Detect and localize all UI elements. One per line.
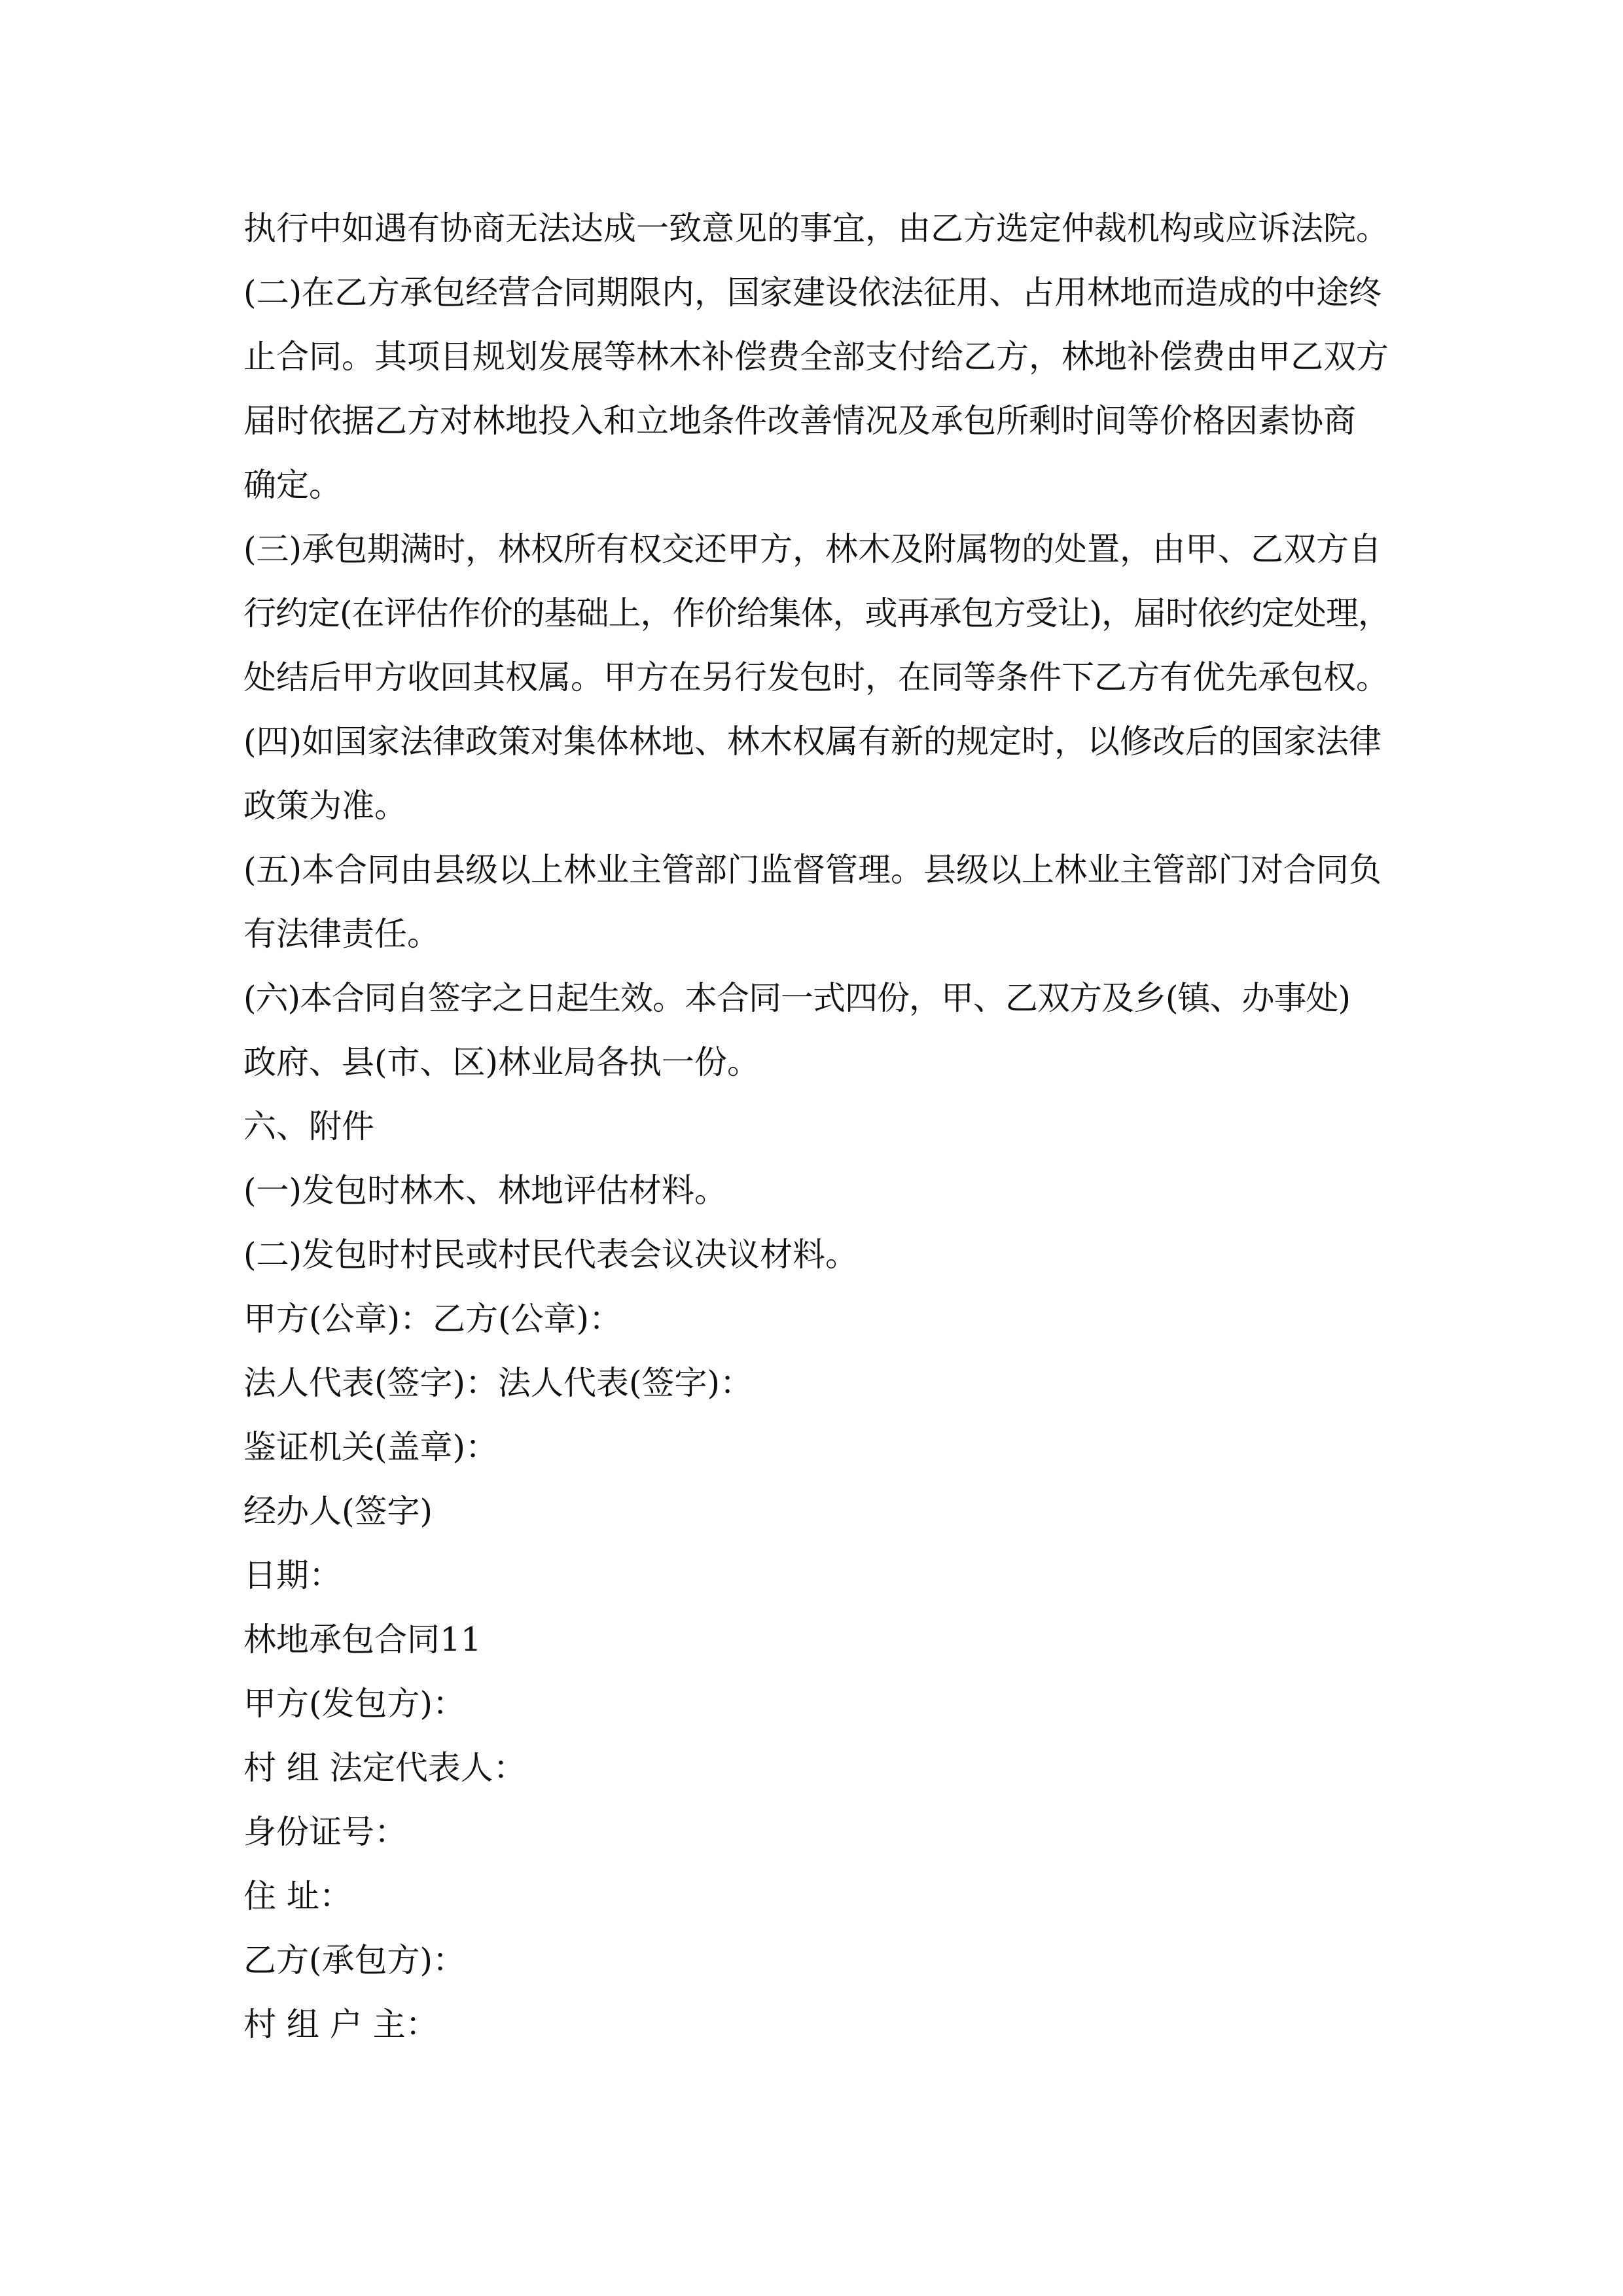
attachment-1: (一)发包时林木、林地评估材料。 <box>243 1172 728 1210</box>
clause-3-line-2: 行约定(在评估作价的基础上，作价给集体，或再承包方受让)，届时依约定处理， <box>243 594 1391 632</box>
party-b-householder: 村 组 户 主： <box>243 2005 438 2043</box>
clause-5-line-1: (五)本合同由县级以上林业主管部门监督管理。县级以上林业主管部门对合同负 <box>243 851 1382 889</box>
clause-2-line-2: 止合同。其项目规划发展等林木补偿费全部支付给乙方，林地补偿费由甲乙双方 <box>243 338 1389 376</box>
signature-verifier-line: 鉴证机关(盖章)： <box>243 1428 499 1466</box>
clause-2-line-3: 届时依据乙方对林地投入和立地条件改善情况及承包所剩时间等价格因素协商 <box>243 402 1356 440</box>
address-line: 住 址： <box>243 1877 352 1915</box>
clause-4-line-2: 政策为准。 <box>243 787 407 825</box>
contract-text <box>243 196 1408 2056</box>
party-a-representative: 村 组 法定代表人： <box>243 1749 526 1787</box>
signature-seal-line: 甲方(公章)：乙方(公章)： <box>243 1300 622 1338</box>
clause-3-line-3: 处结后甲方收回其权属。甲方在另行发包时，在同等条件下乙方有优先承包权。 <box>243 658 1389 696</box>
clause-2-line-1: (二)在乙方承包经营合同期限内，国家建设依法征用、占用林地而造成的中途终 <box>243 274 1382 312</box>
clause-5-line-2: 有法律责任。 <box>243 915 440 953</box>
contract-title: 林地承包合同11 <box>243 1621 482 1659</box>
signature-handler-line: 经办人(签字) <box>243 1492 433 1530</box>
attachment-2: (二)发包时村民或村民代表会议决议材料。 <box>243 1236 859 1274</box>
section-heading-attachments: 六、附件 <box>243 1107 374 1145</box>
id-number-line: 身份证号： <box>243 1813 407 1851</box>
clause-6-line-2: 政府、县(市、区)林业局各执一份。 <box>243 1043 760 1081</box>
clause-3-line-1: (三)承包期满时，林权所有权交还甲方，林木及附属物的处置，由甲、乙双方自 <box>243 530 1382 568</box>
clause-6-line-1: (六)本合同自签字之日起生效。本合同一式四份，甲、乙双方及乡(镇、办事处) <box>243 979 1351 1017</box>
signature-legal-rep-line: 法人代表(签字)：法人代表(签字)： <box>243 1364 753 1402</box>
text-line: 执行中如遇有协商无法达成一致意见的事宜，由乙方选定仲裁机构或应诉法院。 <box>243 209 1389 247</box>
clause-2-line-4: 确定。 <box>243 466 342 504</box>
party-b-label: 乙方(承包方)： <box>243 1941 466 1979</box>
clause-4-line-1: (四)如国家法律政策对集体林地、林木权属有新的规定时，以修改后的国家法律 <box>243 723 1382 761</box>
date-line: 日期： <box>243 1556 342 1594</box>
party-a-label: 甲方(发包方)： <box>243 1685 466 1723</box>
